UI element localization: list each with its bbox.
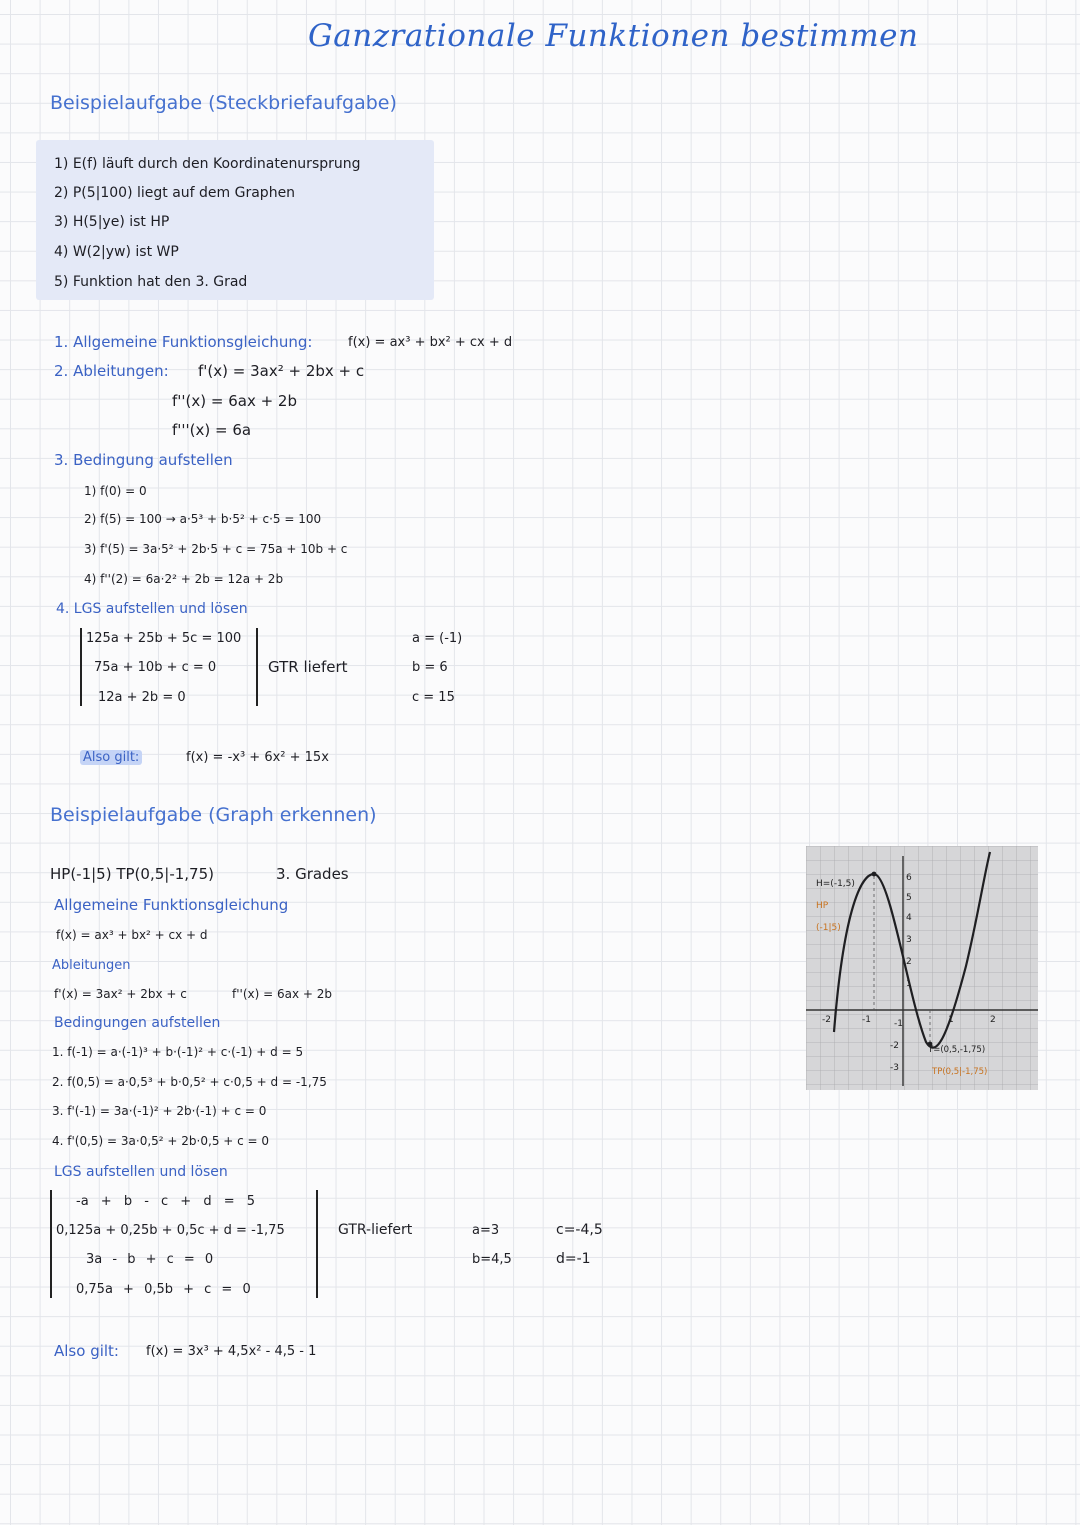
step2-label: 2. Ableitungen: — [54, 362, 169, 380]
condition2-eq-2: 2. f(0,5) = a·0,5³ + b·0,5² + c·0,5 + d = -1,75 — [52, 1075, 327, 1089]
y-tick-1: 1 — [906, 979, 912, 989]
condition2-eq-1: 1. f(-1) = a·(-1)³ + b·(-1)² + c·(-1) + d = 5 — [52, 1045, 304, 1059]
section2-heading: Beispielaufgabe (Graph erkennen) — [50, 804, 377, 826]
hp-point — [872, 872, 877, 877]
result-1: f(x) = -x³ + 6x² + 15x — [186, 750, 329, 765]
solution-a: a = (-1) — [412, 631, 463, 646]
degree-label: 3. Grades — [276, 865, 349, 883]
step3-label: 3. Bedingung aufstellen — [54, 451, 233, 469]
given-points: HP(-1|5) TP(0,5|-1,75) — [50, 865, 214, 883]
general-equation: f(x) = ax³ + bx² + cx + d — [56, 928, 208, 942]
y-tick-2: 2 — [906, 957, 912, 967]
h-point-label: H=(-1,5) — [816, 879, 855, 889]
derivative-2-2: f''(x) = 6ax + 2b — [232, 987, 332, 1001]
also-label-2: Also gilt: — [54, 1342, 119, 1360]
lgs-row-3: 12a + 2b = 0 — [98, 690, 186, 705]
y-tick-3: 3 — [906, 935, 912, 945]
derivative-2: f''(x) = 6ax + 2b — [172, 392, 297, 410]
lgs2-row-3: 3a - b + c = 0 — [86, 1252, 214, 1267]
derivative-1: f'(x) = 3ax² + 2bx + c — [198, 362, 365, 380]
condition-eq-1: 1) f(0) = 0 — [84, 484, 147, 498]
step4-label: 4. LGS aufstellen und lösen — [56, 601, 248, 617]
result-2: f(x) = 3x³ + 4,5x² - 4,5 - 1 — [146, 1344, 317, 1359]
tp-note: TP(0,5|-1,75) — [932, 1067, 988, 1077]
t-point-label: T=(0,5,-1,75) — [928, 1045, 986, 1055]
conditions-label: Bedingungen aufstellen — [54, 1015, 221, 1031]
hp-coord-note: (-1|5) — [816, 923, 841, 933]
lgs2-row-2: 0,125a + 0,25b + 0,5c + d = -1,75 — [56, 1223, 285, 1238]
lgs-left-bar — [80, 628, 82, 706]
general-label: Allgemeine Funktionsgleichung — [54, 896, 289, 914]
lgs2-right-bar — [316, 1190, 318, 1298]
lgs-row-1: 125a + 25b + 5c = 100 — [86, 631, 242, 646]
condition-eq-4: 4) f''(2) = 6a·2² + 2b = 12a + 2b — [84, 572, 284, 586]
graph-svg — [806, 846, 1038, 1090]
condition-4: 4) W(2|yw) ist WP — [54, 244, 179, 260]
y-tick-4: 4 — [906, 913, 912, 923]
x-tick-neg1: -1 — [862, 1015, 871, 1025]
lgs2-row-1: -a + b - c + d = 5 — [76, 1194, 256, 1209]
gtr-label-2: GTR-liefert — [338, 1222, 413, 1238]
condition-eq-2: 2) f(5) = 100 → a·5³ + b·5² + c·5 = 100 — [84, 512, 322, 526]
y-tick-neg3: -3 — [890, 1063, 899, 1073]
condition-eq-3: 3) f'(5) = 3a·5² + 2b·5 + c = 75a + 10b + c — [84, 542, 348, 556]
solution-b: b = 6 — [412, 660, 448, 675]
lgs-right-bar — [256, 628, 258, 706]
lgs2-row-4: 0,75a + 0,5b + c = 0 — [76, 1282, 251, 1297]
y-tick-neg2: -2 — [890, 1041, 899, 1051]
condition2-eq-4: 4. f'(0,5) = 3a·0,5² + 2b·0,5 + c = 0 — [52, 1134, 270, 1148]
step1-label: 1. Allgemeine Funktionsgleichung: — [54, 333, 313, 351]
condition-1: 1) E(f) läuft durch den Koordinatenursprung — [54, 156, 361, 172]
hp-note: HP — [816, 901, 829, 911]
solution2-a: a=3 — [472, 1223, 500, 1238]
gtr-label: GTR liefert — [268, 658, 348, 676]
derivative-3: f'''(x) = 6a — [172, 421, 252, 439]
y-tick-neg1: -1 — [894, 1019, 903, 1029]
page-title: Ganzrationale Funktionen bestimmen — [308, 18, 919, 54]
derivative-2-1: f'(x) = 3ax² + 2bx + c — [54, 987, 187, 1001]
solution2-b: b=4,5 — [472, 1252, 512, 1267]
lgs-label-2: LGS aufstellen und lösen — [54, 1164, 228, 1180]
x-tick-neg2: -2 — [822, 1015, 831, 1025]
graph-photo — [806, 846, 1038, 1090]
solution2-d: d=-1 — [556, 1251, 591, 1267]
y-tick-6: 6 — [906, 873, 912, 883]
solution-c: c = 15 — [412, 690, 455, 705]
step1-equation: f(x) = ax³ + bx² + cx + d — [348, 335, 513, 350]
lgs2-left-bar — [50, 1190, 52, 1298]
x-tick-1: 1 — [948, 1015, 954, 1025]
also-label-1: Also gilt: — [80, 750, 142, 765]
condition-3: 3) H(5|ye) ist HP — [54, 214, 170, 230]
y-tick-5: 5 — [906, 893, 912, 903]
section1-heading: Beispielaufgabe (Steckbriefaufgabe) — [50, 92, 397, 114]
condition-2: 2) P(5|100) liegt auf dem Graphen — [54, 185, 296, 201]
condition2-eq-3: 3. f'(-1) = 3a·(-1)² + 2b·(-1) + c = 0 — [52, 1104, 267, 1118]
derivative-label: Ableitungen — [52, 958, 131, 973]
solution2-c: c=-4,5 — [556, 1222, 603, 1238]
x-tick-2: 2 — [990, 1015, 996, 1025]
lgs-row-2: 75a + 10b + c = 0 — [94, 660, 217, 675]
condition-5: 5) Funktion hat den 3. Grad — [54, 274, 248, 290]
